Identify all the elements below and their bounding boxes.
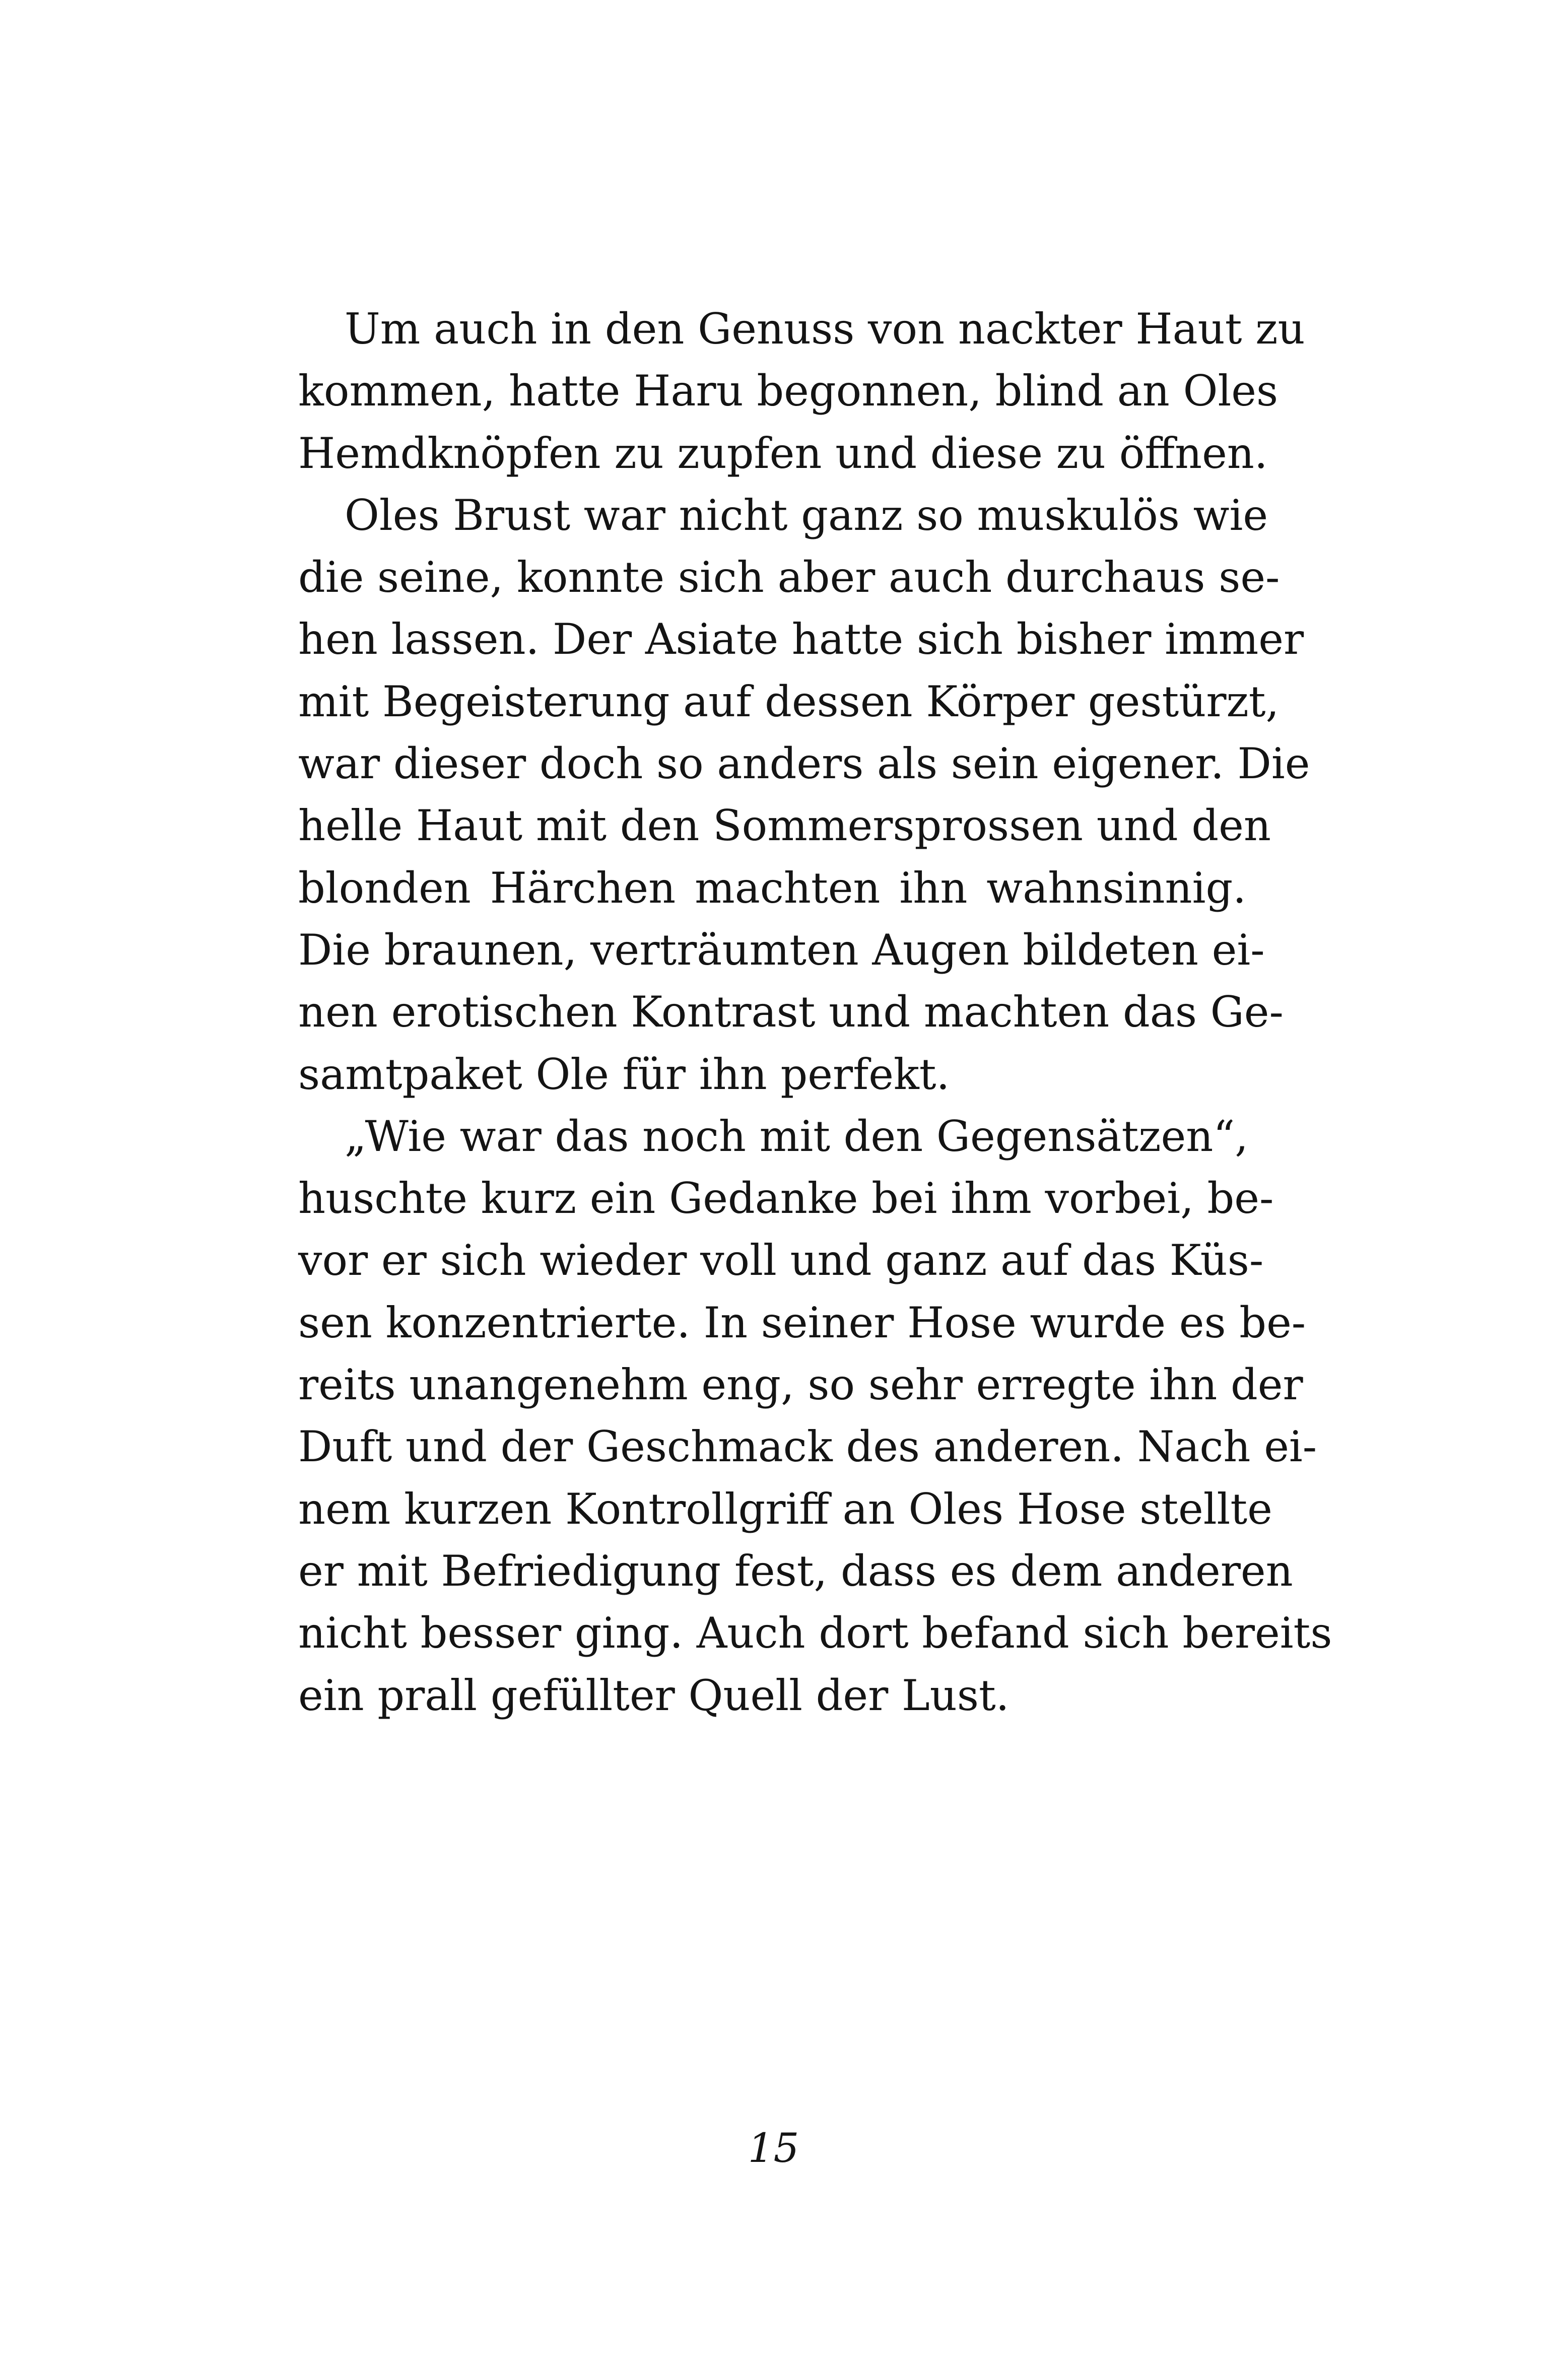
text-line: blonden Härchen machten ihn wahnsinnig. [298, 863, 1246, 913]
text-line: vor er sich wieder voll und ganz auf das Küs- [298, 1236, 1264, 1285]
text-line: helle Haut mit den Sommersprossen und den [298, 801, 1271, 851]
text-line: Um auch in den Genuss von nackter Haut zu [345, 304, 1305, 354]
body-text [298, 298, 1332, 1727]
text-line: huschte kurz ein Gedanke bei ihm vorbei, be- [298, 1174, 1274, 1223]
text-line: kommen, hatte Haru begonnen, blind an Oles [298, 366, 1279, 416]
text-line: ein prall gefüllter Quell der Lust. [298, 1670, 1010, 1720]
text-line: nicht besser ging. Auch dort befand sich bereits [298, 1608, 1332, 1658]
text-line: nem kurzen Kontrollgriff an Oles Hose stellte [298, 1484, 1272, 1534]
text-line: mit Begeisterung auf dessen Körper gestürzt, [298, 676, 1280, 726]
text-line: Oles Brust war nicht ganz so muskulös wie [345, 490, 1268, 540]
text-line: Die braunen, verträumten Augen bildeten ei- [298, 925, 1265, 975]
text-line: die seine, konnte sich aber auch durchaus se- [298, 553, 1280, 602]
text-line: Duft und der Geschmack des anderen. Nach ei- [298, 1422, 1317, 1472]
text-line: sen konzentrierte. In seiner Hose wurde es be- [298, 1298, 1306, 1347]
page-number: 15 [748, 2125, 799, 2171]
text-line: reits unangenehm eng, so sehr erregte ihn der [298, 1360, 1303, 1410]
text-line: „Wie war das noch mit den Gegensätzen“, [345, 1111, 1248, 1161]
text-line: nen erotischen Kontrast und machten das Ge- [298, 987, 1284, 1037]
text-line: hen lassen. Der Asiate hatte sich bisher immer [298, 615, 1304, 664]
text-line: war dieser doch so anders als sein eigener. Die [298, 739, 1310, 789]
text-line: Hemdknöpfen zu zupfen und diese zu öffnen. [298, 428, 1268, 478]
text-line: samtpaket Ole für ihn perfekt. [298, 1049, 950, 1099]
text-line: er mit Befriedigung fest, dass es dem anderen [298, 1546, 1293, 1596]
